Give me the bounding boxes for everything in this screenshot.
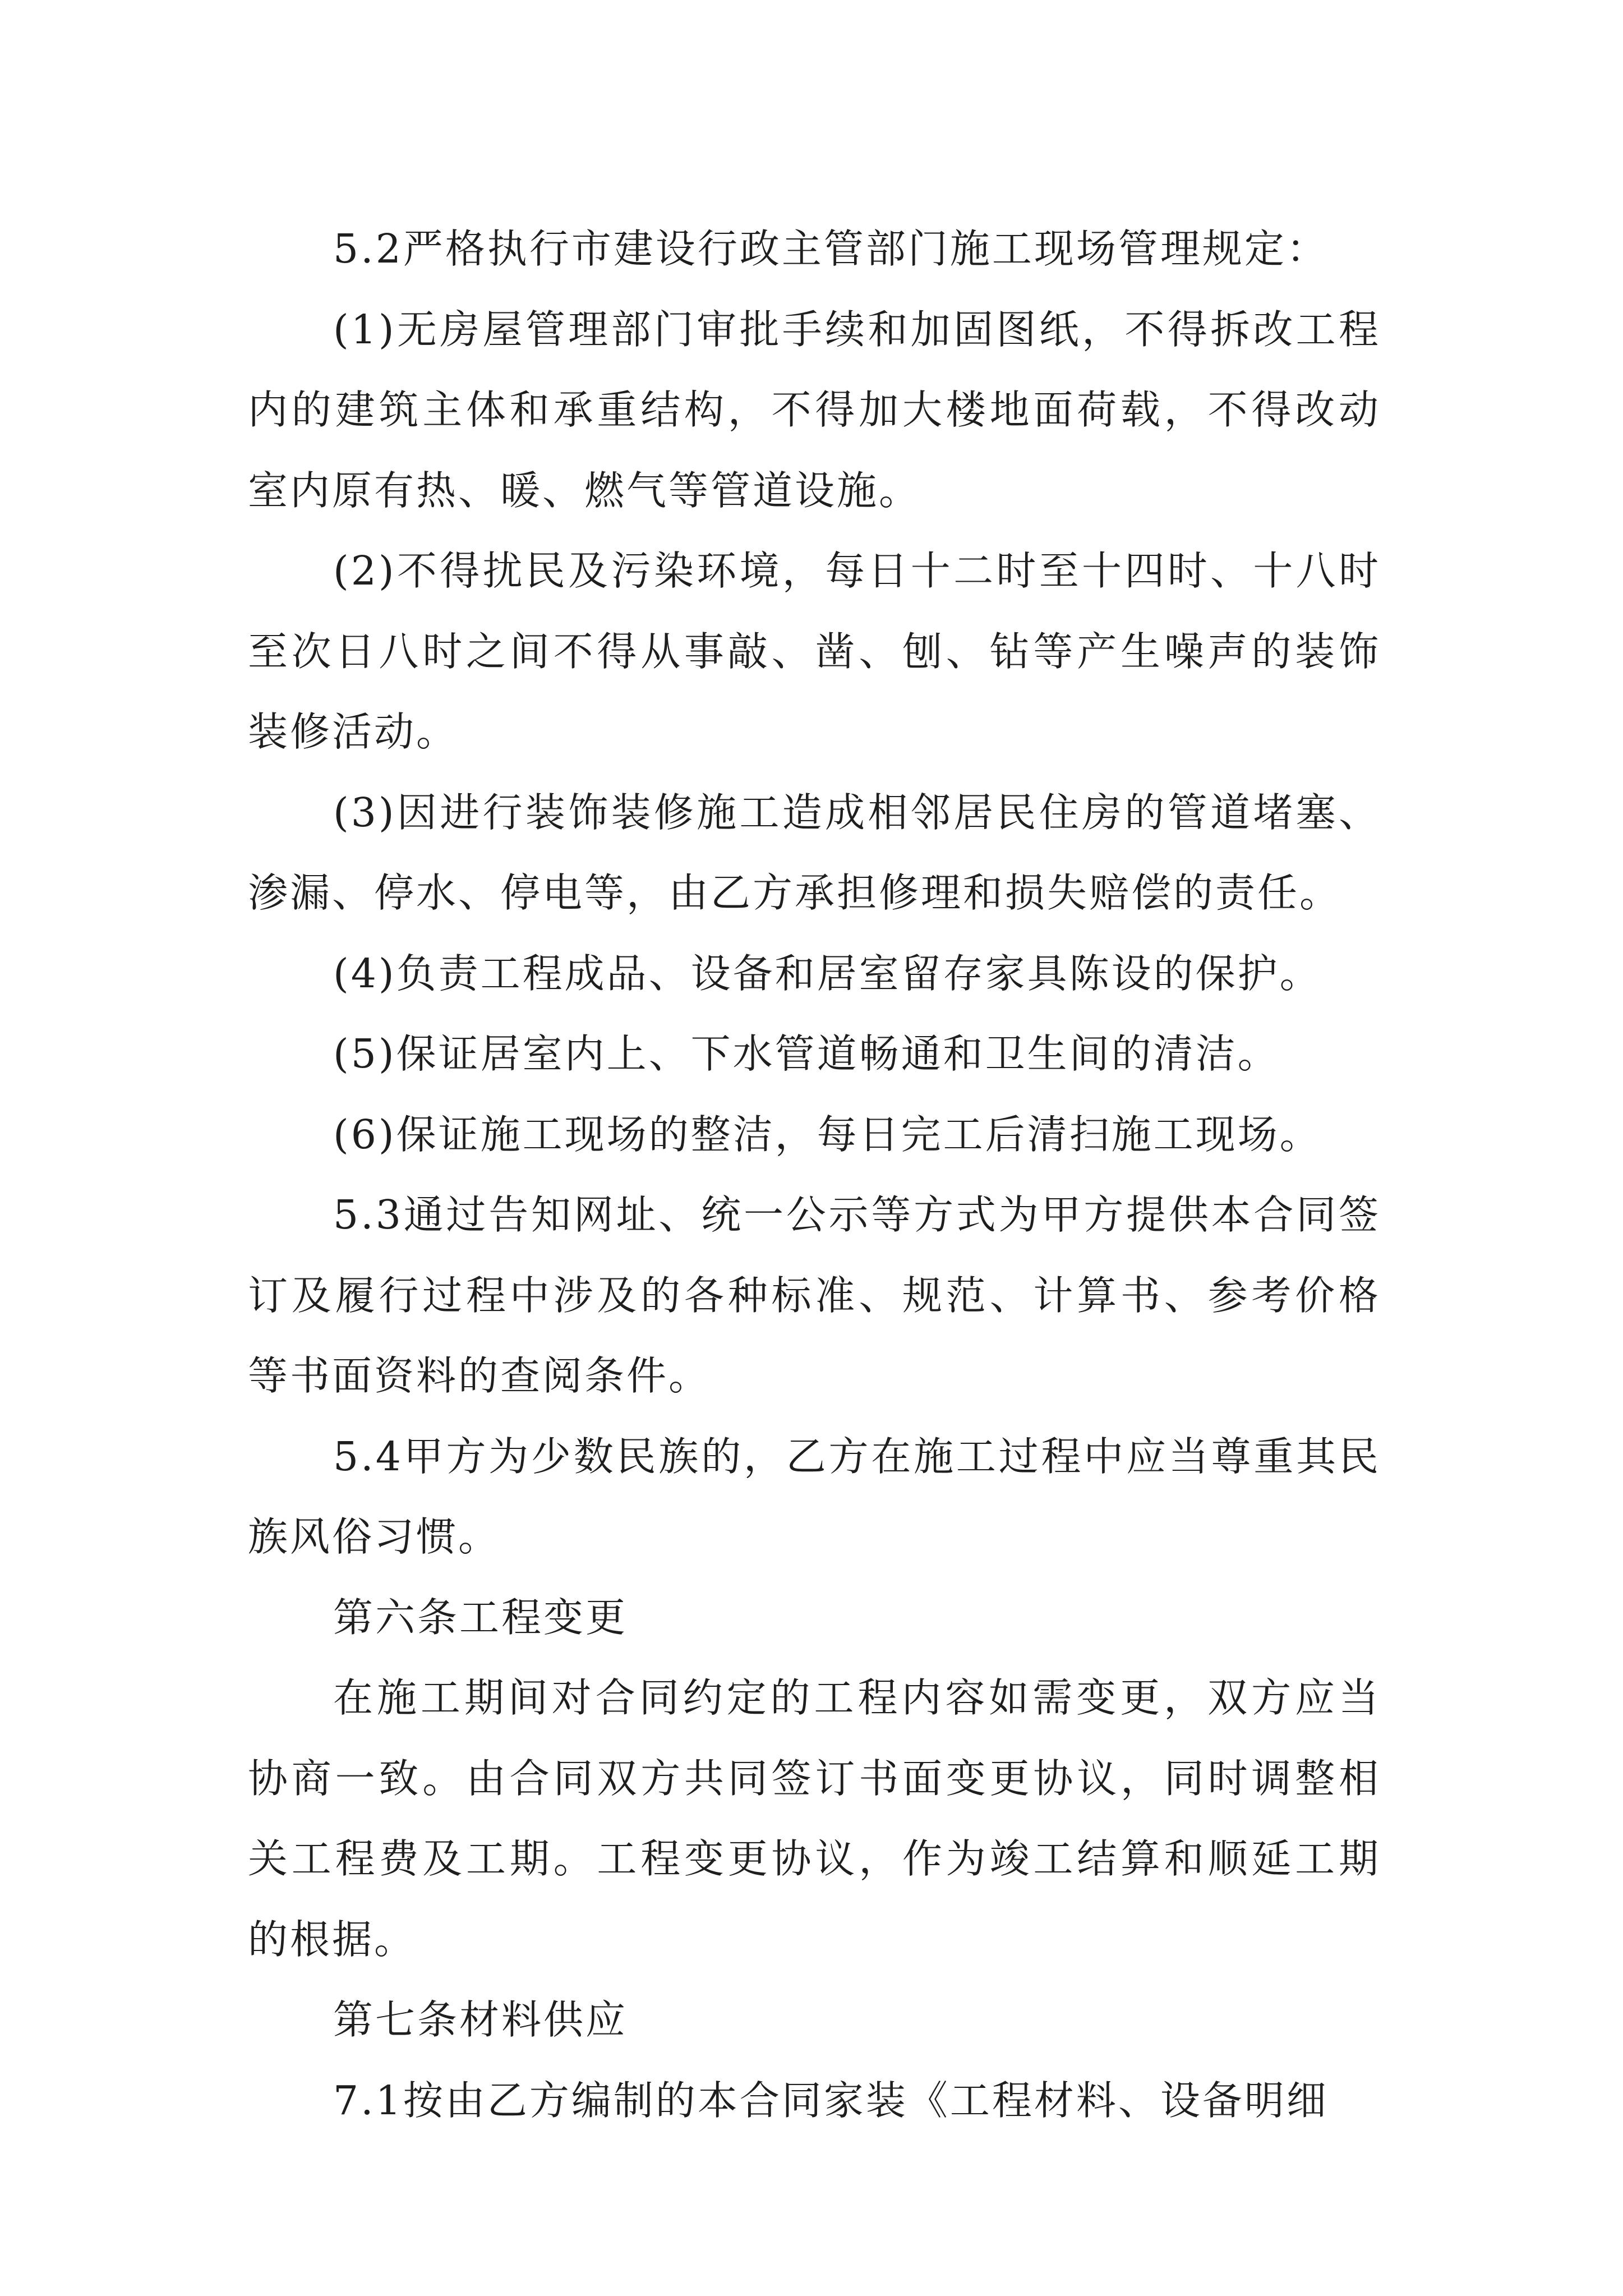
clause-7-1: 7.1按由乙方编制的本合同家装《工程材料、设备明细 (333, 2077, 1329, 2124)
clause-5-2-item-6: (6)保证施工现场的整洁，每日完工后清扫施工现场。 (333, 1111, 1322, 1158)
article-6-body: 在施工期间对合同约定的工程内容如需变更，双方应当协商一致。由合同双方共同签订书面变更协议，同时调整相关工程费及工期。工程变更协议，作为竣工结算和顺延工期的根据。 (248, 1674, 1381, 1963)
article-6-heading: 第六条工程变更 (333, 1594, 628, 1641)
article-7-heading: 第七条材料供应 (333, 1996, 628, 2043)
clause-5-2-item-1: (1)无房屋管理部门审批手续和加固图纸，不得拆改工程内的建筑主体和承重结构，不得加大楼地面荷载，不得改动室内原有热、暖、燃气等管道设施。 (248, 306, 1381, 514)
clause-5-2: 5.2严格执行市建设行政主管部门施工现场管理规定： (333, 226, 1329, 272)
clause-5-2-item-3: (3)因进行装饰装修施工造成相邻居民住房的管道堵塞、渗漏、停水、停电等，由乙方承担修理和损失赔偿的责任。 (248, 789, 1381, 916)
clause-5-2-item-4: (4)负责工程成品、设备和居室留存家具陈设的保护。 (333, 950, 1322, 997)
clause-5-3: 5.3通过告知网址、统一公示等方式为甲方提供本合同签订及履行过程中涉及的各种标准、规范、计算书、参考价格等书面资料的查阅条件。 (248, 1191, 1381, 1399)
clause-5-2-item-2: (2)不得扰民及污染环境，每日十二时至十四时、十八时至次日八时之间不得从事敲、凿、刨、钻等产生噪声的装饰装修活动。 (248, 547, 1381, 755)
document-body (248, 209, 1381, 2141)
clause-5-4: 5.4甲方为少数民族的，乙方在施工过程中应当尊重其民族风俗习惯。 (248, 1433, 1381, 1560)
clause-5-2-item-5: (5)保证居室内上、下水管道畅通和卫生间的清洁。 (333, 1030, 1280, 1077)
